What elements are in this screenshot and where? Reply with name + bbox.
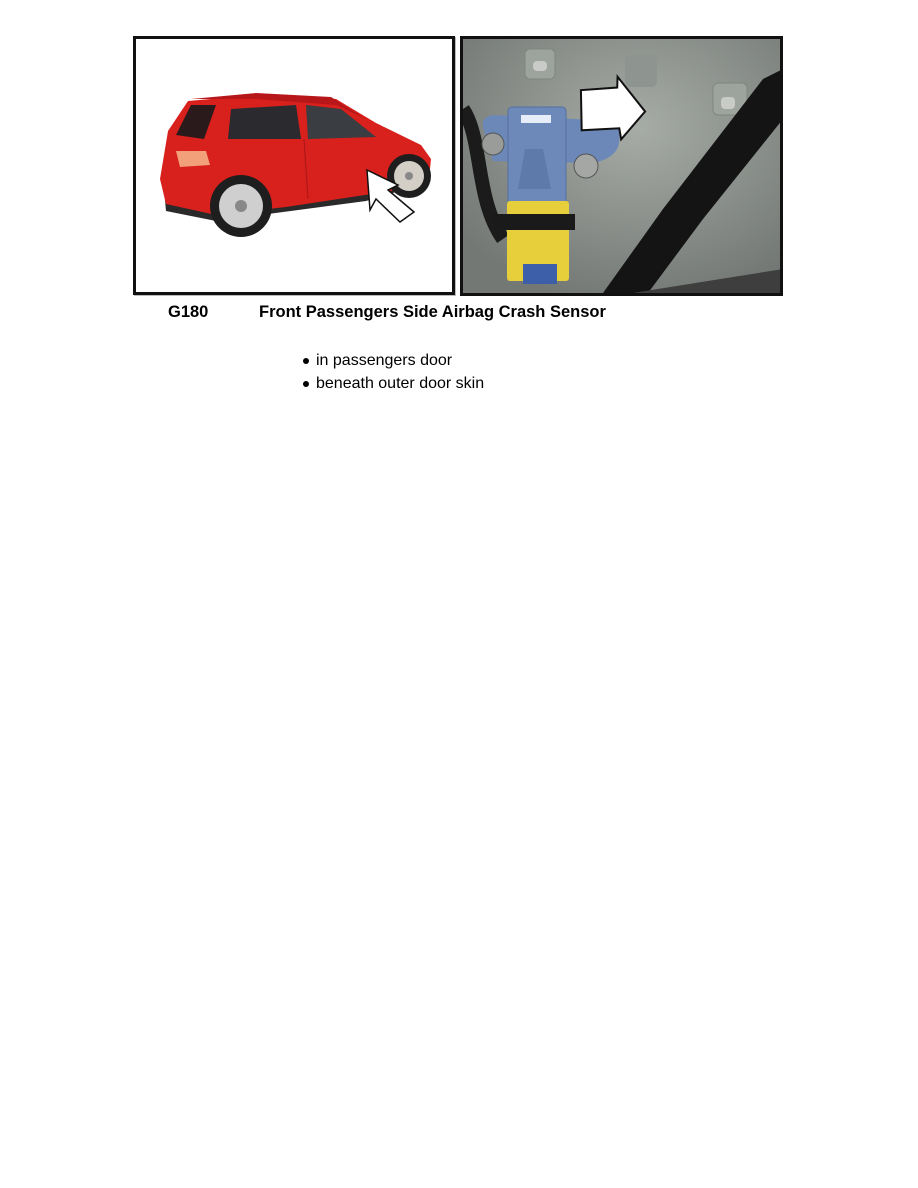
car-illustration — [136, 39, 452, 292]
bullet-icon — [303, 358, 309, 364]
location-note: beneath outer door skin — [303, 372, 484, 395]
sensor-closeup-image — [460, 36, 783, 296]
sensor-photo-illustration — [463, 39, 780, 293]
location-note: in passengers door — [303, 349, 484, 372]
component-title: Front Passengers Side Airbag Crash Sensor — [259, 303, 606, 321]
bullet-icon — [303, 381, 309, 387]
location-notes — [303, 349, 484, 395]
component-code: G180 — [168, 303, 209, 321]
car-location-image — [133, 36, 455, 295]
